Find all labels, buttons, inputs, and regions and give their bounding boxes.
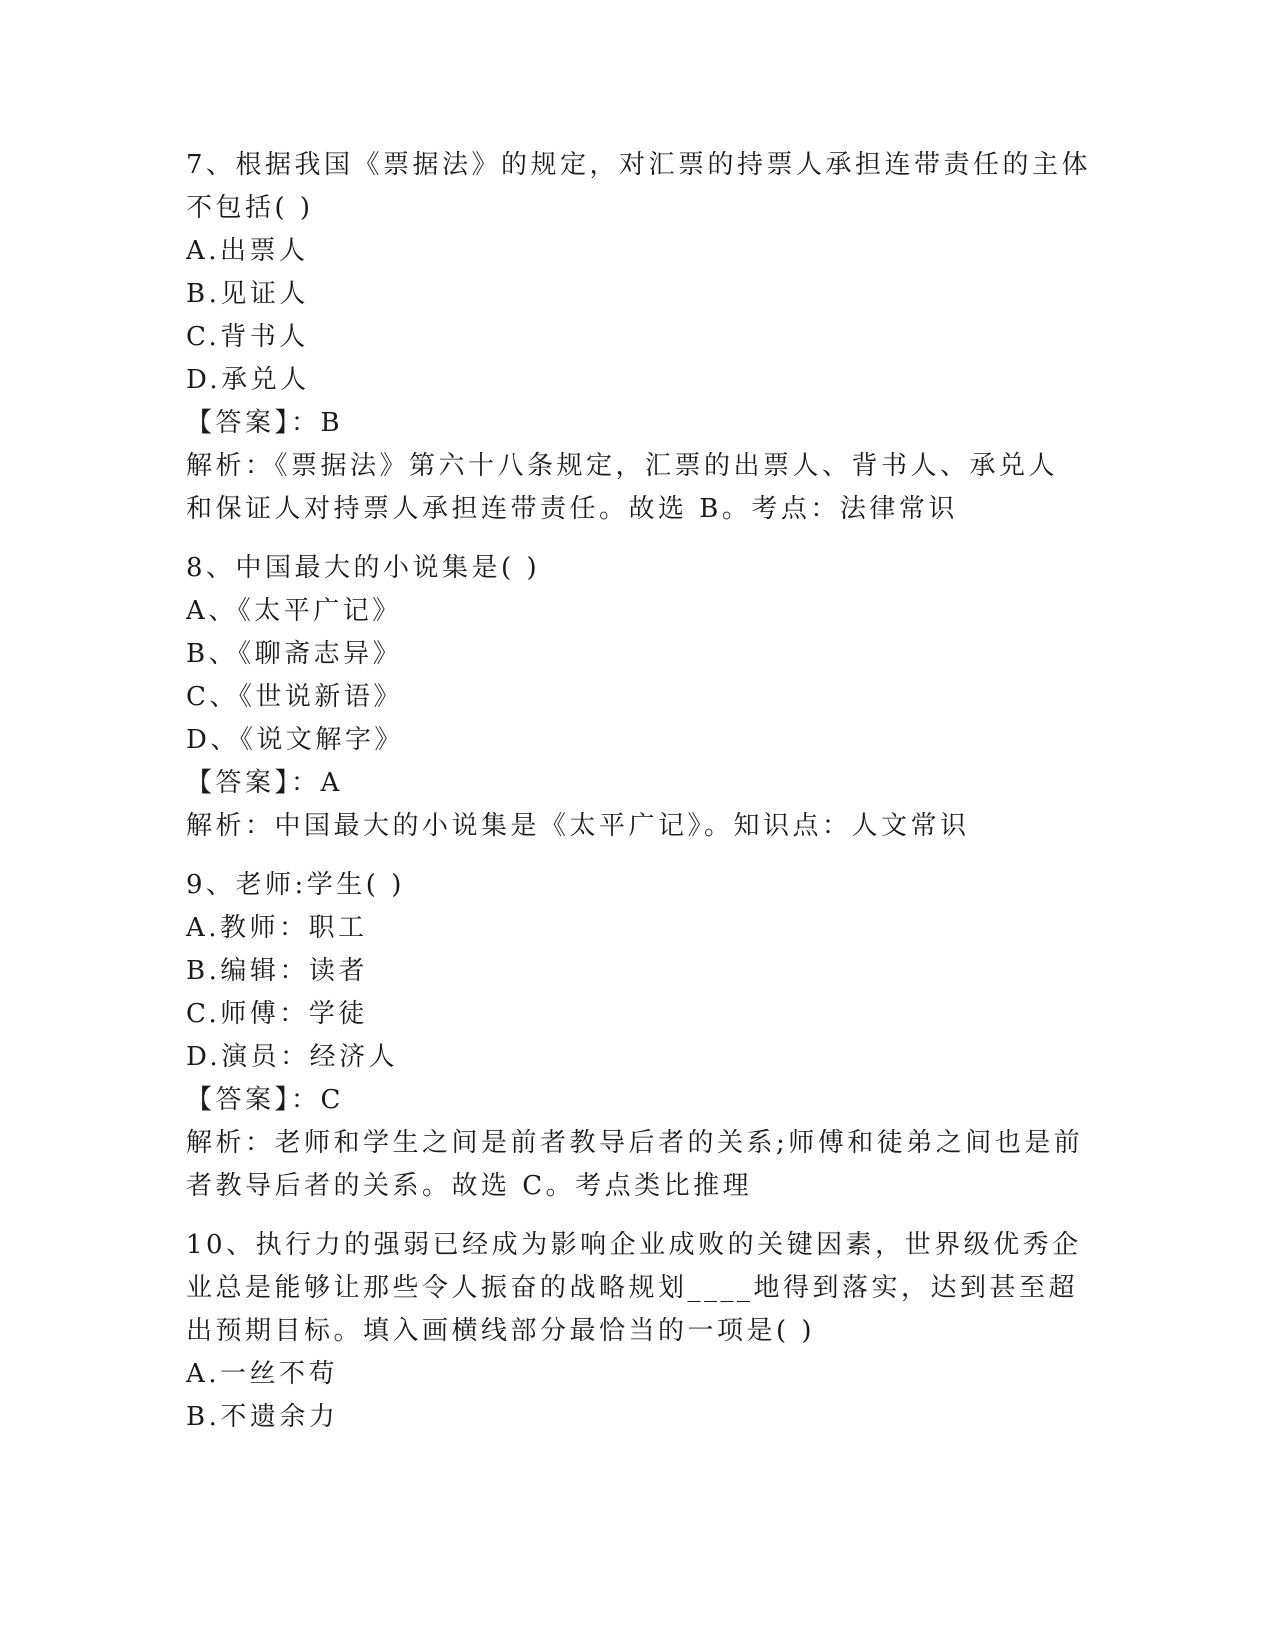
question-stem: 不包括( ) xyxy=(186,193,314,223)
option-c: C、《世说新语》 xyxy=(186,682,403,712)
analysis: 和保证人对持票人承担连带责任。故选 B。考点：法律常识 xyxy=(186,494,958,524)
question-8 xyxy=(186,547,1086,848)
option-a: A.出票人 xyxy=(186,236,309,266)
option-b: B.编辑：读者 xyxy=(186,956,368,986)
option-c: C.背书人 xyxy=(186,322,309,352)
question-10 xyxy=(186,1224,1086,1439)
answer: 【答案】：A xyxy=(186,768,343,798)
option-c: C.师傅：学徒 xyxy=(186,999,368,1029)
question-stem: 8、中国最大的小说集是( ) xyxy=(186,553,541,583)
analysis: 者教导后者的关系。故选 C。考点类比推理 xyxy=(186,1171,753,1201)
option-d: D.演员：经济人 xyxy=(186,1042,399,1072)
question-stem: 出预期目标。填入画横线部分最恰当的一项是( ) xyxy=(186,1316,816,1346)
option-d: D、《说文解字》 xyxy=(186,725,404,755)
option-d: D.承兑人 xyxy=(186,365,310,395)
question-7 xyxy=(186,144,1092,531)
option-a: A.一丝不苟 xyxy=(186,1359,339,1389)
option-b: B.不遗余力 xyxy=(186,1402,339,1432)
analysis: 解析：中国最大的小说集是《太平广记》。知识点：人文常识 xyxy=(186,811,970,841)
answer: 【答案】：C xyxy=(186,1085,344,1115)
exam-page xyxy=(186,144,1092,1455)
answer: 【答案】：B xyxy=(186,408,344,438)
option-b: B.见证人 xyxy=(186,279,309,309)
option-a: A.教师：职工 xyxy=(186,913,368,943)
option-a: A、《太平广记》 xyxy=(186,596,402,626)
question-stem: 7、根据我国《票据法》的规定，对汇票的持票人承担连带责任的主体 xyxy=(186,150,1092,180)
question-stem: 业总是能够让那些令人振奋的战略规划____地得到落实，达到甚至超 xyxy=(186,1273,1079,1303)
analysis: 解析：老师和学生之间是前者教导后者的关系;师傅和徒弟之间也是前 xyxy=(186,1128,1084,1158)
question-stem: 10、执行力的强弱已经成为影响企业成败的关键因素，世界级优秀企 xyxy=(186,1230,1082,1260)
question-9 xyxy=(186,864,1086,1208)
option-b: B、《聊斋志异》 xyxy=(186,639,403,669)
analysis: 解析：《票据法》第六十八条规定，汇票的出票人、背书人、承兑人 xyxy=(186,451,1059,481)
question-stem: 9、老师:学生( ) xyxy=(186,870,405,900)
